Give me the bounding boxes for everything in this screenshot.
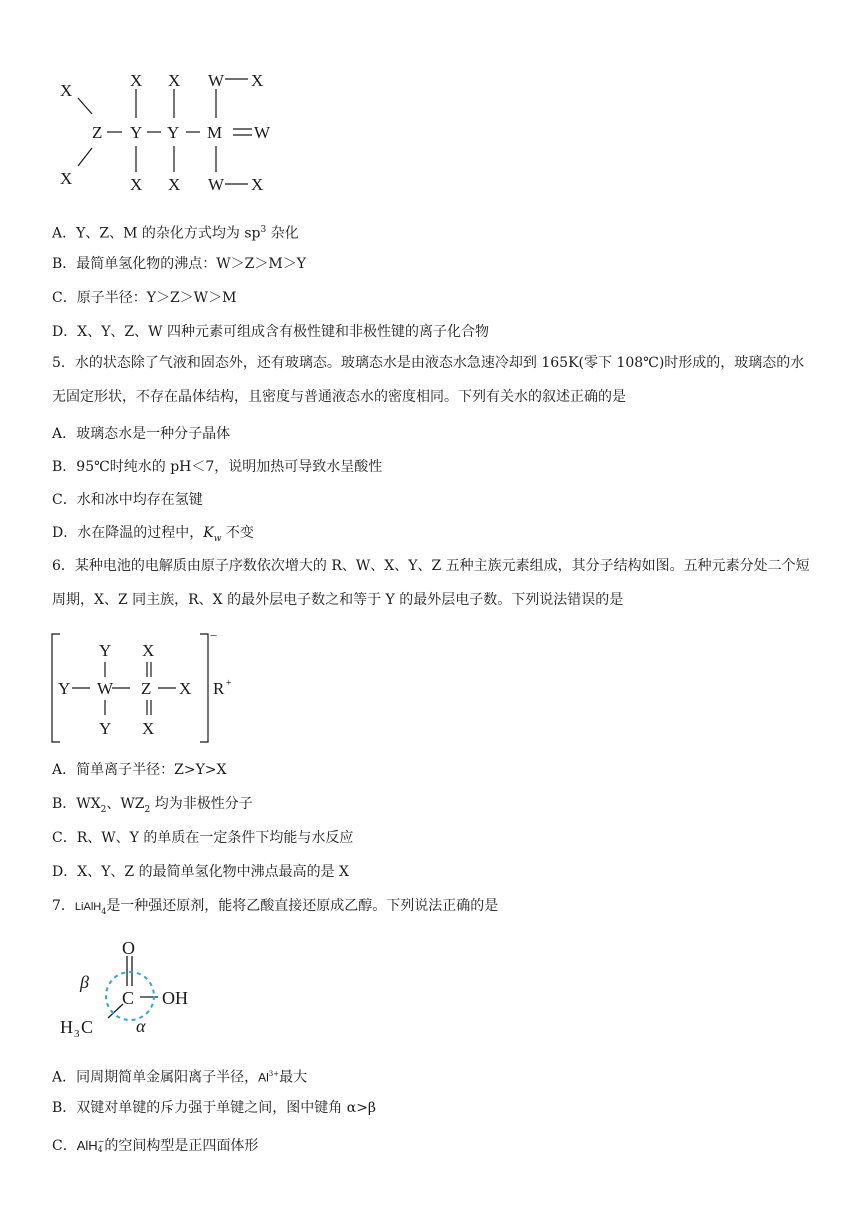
cation-r: R [213,679,225,698]
methyl-c: C [81,1017,94,1037]
q7-option-a [52,1064,307,1088]
q7-number: 7． [52,898,75,914]
atom-x: X [251,71,264,90]
atom-x: X [168,175,181,194]
q7-stem [52,896,498,922]
angle-alpha: α [136,1016,146,1036]
kw-subscript: w [213,533,222,544]
methyl-h: H [60,1017,73,1037]
subscript: 4 [101,906,107,916]
q6-option-b-tail: 均为非极性分子 [150,796,253,812]
q7-option-a-tail: 最大 [279,1069,308,1086]
angle-beta: β [80,972,89,992]
q5-option-d [52,523,254,549]
q7-option-c [52,1136,258,1156]
acetic-acid-figure [50,934,220,1044]
atom-w: W [254,123,271,142]
q6-structure-figure [50,630,250,750]
q4-option-a-sup: 3 [260,225,267,235]
q6-option-b [52,794,253,820]
q5-option-a: A．玻璃态水是一种分子晶体 [52,426,231,442]
atom-x: X [130,71,143,90]
q4-structure-figure [50,62,310,202]
q6-option-b-mid: 、WZ [106,796,145,812]
q4-option-a [52,220,299,244]
q6-option-d: D．X、Y、Z 的最简单氢化物中沸点最高的是 X [52,864,350,880]
alh4-charge: − [97,1137,105,1146]
subscript: 2 [144,804,151,815]
q5-stem: 5．水的状态除了气液和固态外，还有玻璃态。玻璃态水是由液态水急速冷却到 165K(零下 108℃)时形成的，玻璃态的水无固定形状，不存在晶体结构，且密度与普通液态水的密度相同。下列有关水的叙述正确的是 [52,355,805,405]
lialh4-formula: LiAlH [74,901,102,913]
svg-text:Z: Z [141,679,152,698]
svg-text:Y: Y [99,719,112,738]
kw-symbol: K [203,525,214,541]
hydroxyl-group: OH [162,988,188,1008]
atom-x: X [251,175,264,194]
q5-option-b: B．95℃时纯水的 pH＜7，说明加热可导致水呈酸性 [52,459,383,475]
atom-o: O [122,938,135,958]
svg-text:Y: Y [99,641,112,660]
q6-stem: 6．某种电池的电解质由原子序数依次增大的 R、W、X、Y、Z 五种主族元素组成，其分子结构如图。五种元素分处二个短周期，X、Z 同主族，R、X 的最外层电子数之和等于 Y 的最外层电子数。下列说法错误的是 [52,558,810,608]
q5-option-d-text: D．水在降温的过程中， [52,525,204,541]
q6-option-c: C．R、W、Y 的单质在一定条件下均能与水反应 [52,830,354,846]
q4-option-d: D．X、Y、Z、W 四种元素可组成含有极性键和非极性键的离子化合物 [52,324,489,340]
q4-option-c: C．原子半径：Y＞Z＞W＞M [52,290,237,306]
q7-option-b: B．双键对单键的斥力强于单键之间，图中键角 α>β [52,1100,377,1116]
q5-option-d-tail: 不变 [221,525,254,541]
al-ion: Al [258,1070,269,1085]
atom-w: W [208,175,225,194]
q6-option-a: A．简单离子半径：Z>Y>X [52,762,227,778]
atom-z: Z [92,123,103,142]
atom-y: Y [167,123,180,142]
svg-text:Y: Y [58,679,71,698]
anion-charge: − [210,630,218,643]
atom-w: W [208,71,225,90]
q7-option-c-tail: 的空间构型是正四面体形 [104,1138,259,1154]
cation-charge: + [226,678,232,689]
svg-text:X: X [142,719,155,738]
q5-option-c: C．水和冰中均存在氢键 [52,492,203,508]
atom-c: C [122,988,135,1008]
atom-x: X [60,169,73,188]
atom-y: Y [130,123,143,142]
atom-m: M [207,123,223,142]
atom-x: X [130,175,143,194]
atom-x: X [168,71,181,90]
q7-option-a-text: A．同周期简单金属阳离子半径， [52,1069,259,1086]
q4-option-a-tail: 杂化 [266,225,299,242]
alh4-subscript: 4 [97,1145,103,1154]
alh4-ion: AlH [76,1138,98,1153]
svg-text:W: W [97,679,114,698]
q4-option-a-text: A．Y、Z、M 的杂化方式均为 sp [52,225,261,242]
svg-text:X: X [179,679,192,698]
charge-superscript: 3+ [268,1070,280,1078]
svg-text:X: X [142,641,155,660]
q7-stem-text: 是一种强还原剂，能将乙酸直接还原成乙醇。下列说法正确的是 [106,898,499,914]
methyl-subscript: 3 [74,1028,80,1040]
q7-option-c-text: C． [52,1138,77,1154]
q4-option-b: B．最简单氢化物的沸点：W＞Z＞M＞Y [52,256,306,272]
subscript: 2 [100,804,107,815]
q6-option-b-text: B．WX [52,796,101,812]
atom-x: X [60,81,73,100]
